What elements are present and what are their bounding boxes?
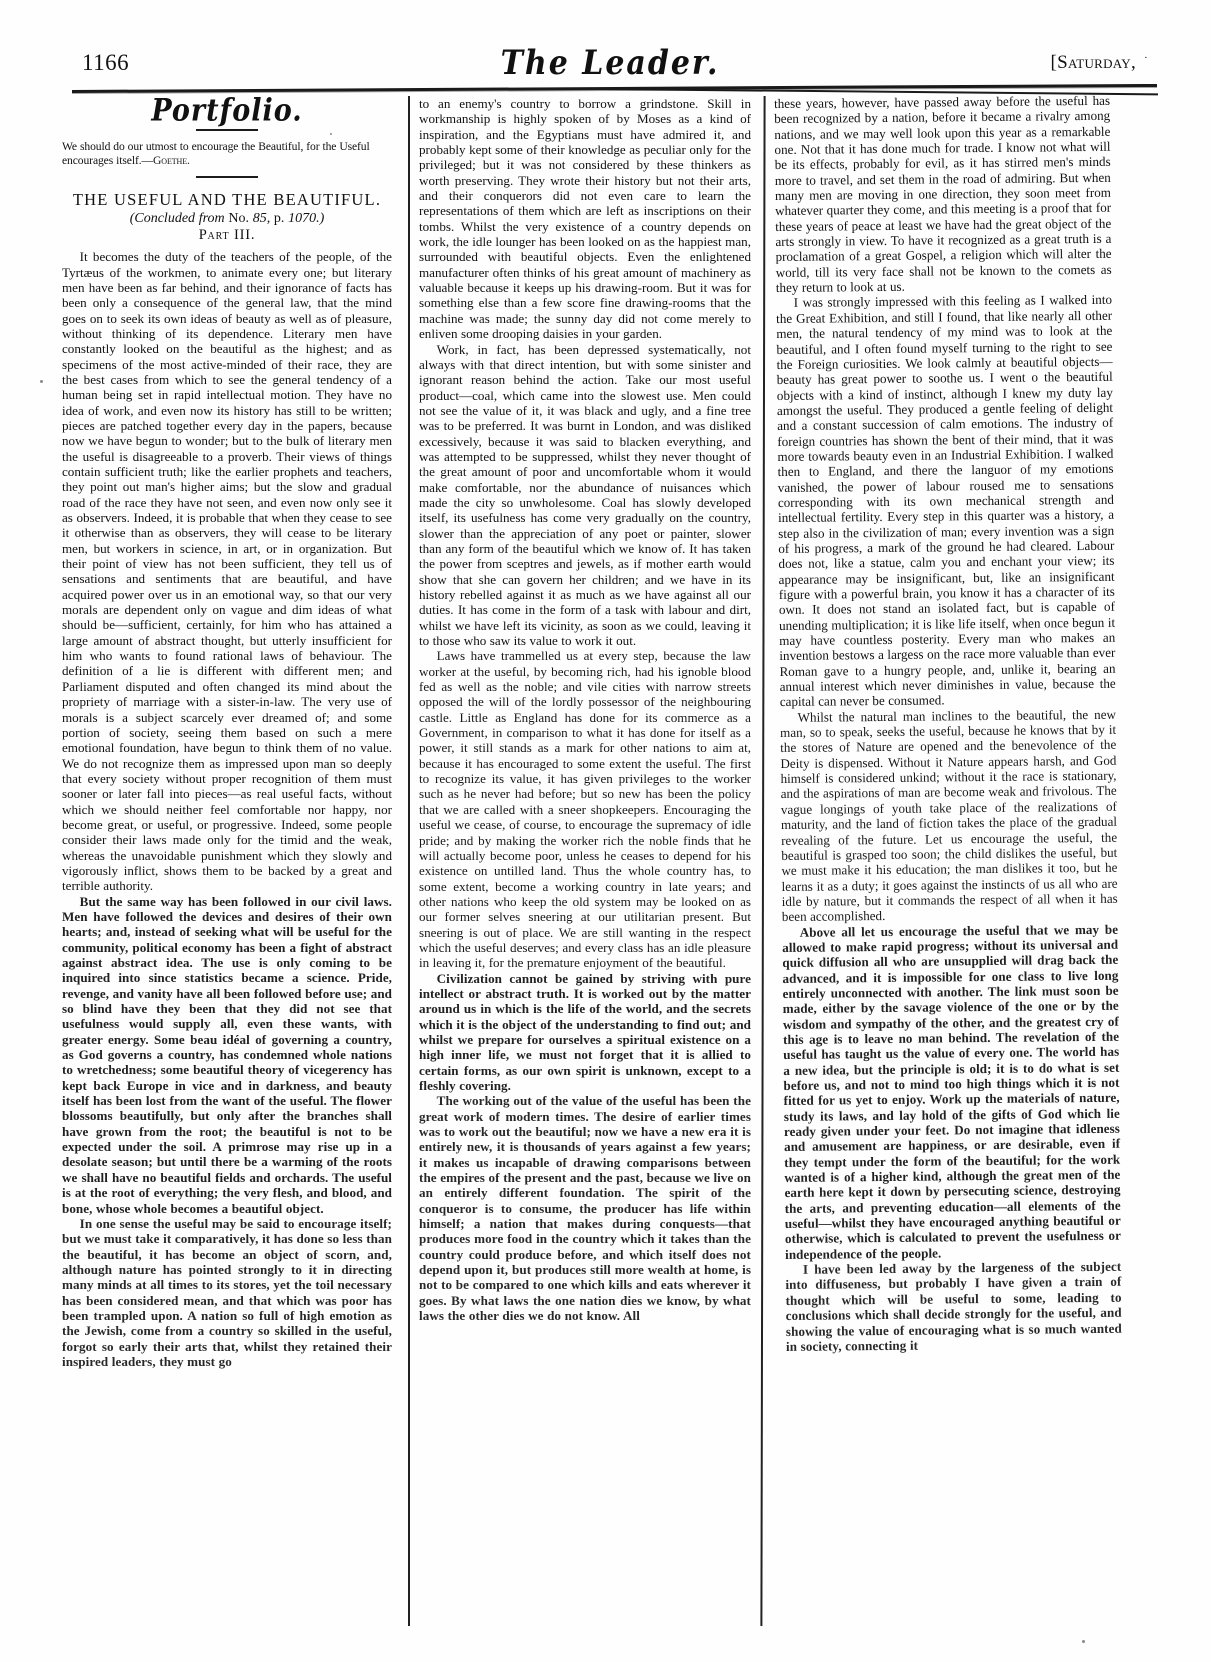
paper-title: The Leader. [500, 44, 720, 84]
paragraph: The working out of the value of the useful has been the great work of modern times. The desire of earlier times was to work out the beautiful; now we have a new era it is entirely new, it is thousands of years against a few years; it makes us incapable of drawing comparisons between the empires of the present and the past, because we live on an entirely different foundation. The spirit of the conqueror is to consume, the producer has life within himself; a nation that makes during conquests—that produces more food in the country which it takes than the country could produce before, and which itself does not depend upon it, but produces still more wealth at home, is not to be compared to one which kills and eats wherever it goes. By what laws the one nation dies we know, by what laws the other dies we do not know. All [419, 1093, 751, 1324]
paragraph: But the same way has been followed in our civil laws. Men have followed the devices and desires of their own hearts; and, instead of seeking what will be useful for the community, political economy has been a fight of abstract against abstract idea. The use is only coming to be inquired into since statistics became a science. Pride, revenge, and vanity have all been followed before use; and so blind have they been that they did not see that usefulness would supply all, even these wants, with greater energy. Some beau idéal of governing a country, as God governs a country, has condemned whole nations to wretchedness; some beautiful theory of vicegerency has kept back Europe in vice and in darkness, and beauty itself has been lost from the want of the useful. The flower blossoms beautifully, but only after the branches shall have grown from the root; the beautiful is not to be expected under the soil. A primrose may rise up in a desolate season; but until there be a warming of the roots we shall have no beautiful fields and orchards. The useful is at the root of everything; the very flesh, and blood, and bone, whose whole becomes a beautiful object. [62, 893, 392, 1216]
page-number: 1166 [82, 50, 130, 75]
paragraph: these years, however, have passed away before the useful has been recognized by a nation, before it became a rivalry among nations, and we may well look upon this year as a remarkable one. Not that it has done much for trade. I know not what will be its effects, probably for evil, as it has stirred men's minds more to travel, and set them in the road of admiring. But when many men are moving in one direction, they soon meet from whatever quarter they come, and this meeting is a proof that for these years of peace at least we have had the great object of the arts strongly in view. To have it recognized as a great truth is a proclamation of a great Gospel, a religion which will alter the world, till its very face shall not be known to the comets as they return to look at us. [774, 92, 1112, 296]
scan-speck [330, 133, 332, 135]
masthead [60, 44, 1160, 88]
text-column-2 [419, 96, 751, 1324]
paragraph: It becomes the duty of the teachers of the people, of the Tyrtæus of the workmen, to animate every one; but literary men have been as far behind, and their ignorance of facts has been only a consequence of the general law, that the mind goes on to seek its own ideas of beauty as well as of pleasure, without thinking of its dependence. Literary men have constantly looked on the beautiful as the highest; and as specimens of the most active-minded of their race, they are the best cases from which to see the general tendency of a human being set in rapid intellectual motion. They have no idea of work, and even now its history has still to be written; pieces are patched together every day in the papers, because now we have begun to wonder; but to the bulk of literary men the useful is disagreeable to a proverb. Their views of things contain sufficient truth; like the earlier prophets and teachers, they point out man's higher aims; but the slow and gradual road of the race they have not seen, and even now only see it as observers. Indeed, it is probable that when they cease to see it otherwise than as observers, they will cease to be literary men, but workers in science, in art, or in organization. But their point of view has not been sufficient, they tell us of sensations and sentiments that are beautiful, and have acquired power over us in an emotional way, so that our very morals are dependent only on vague and dim ideas of what should be—sufficient, certainly, for him who has attained a large amount of abstract thought, but utterly insufficient for him who wants to found rational laws of behaviour. The definition of a lie is different with different men; and Parliament disputed and often changed its mind about the propriety of marriage with a sister-in-law. The very use of morals is a subject scarcely ever dreamed of; and some portion of society, seeing them based on such a mere emotional foundation, have begun to think them of no value. We do not recognize them as impressed upon man so deeply that every society without proper recognition of them must sooner or later fall into pieces—as real useful facts, without which we should neither feel comfortable nor happy, nor become great, or useful, or progressive. Indeed, some people consider their laws made only for the timid and the weak, whereas the unavoidable punishment which they slowly and vigorously inflict, shows them to be backed by a great and terrible authority. [62, 249, 392, 894]
paragraph: Civilization cannot be gained by striving with pure intellect or abstract truth. It is worked out by the matter around us in which is the life of the world, and the secrets which it is the object of the understanding to find out; and whilst we prepare for ourselves a spiritual existence on a high inner life, we must not forget that it is allied to certain forms, as our own spirit is unknown, except to a fleshly covering. [419, 970, 751, 1093]
continuation-note-e: 1070.) [284, 210, 325, 226]
portfolio-header-block [62, 92, 392, 243]
paragraph: I was strongly impressed with this feeling as I walked into the Great Exhibition, and still I found, that like nearly all other men, the natural tendency of my mind was to look at the beautiful, and I often found myself turning to the right to see the Foreign curiosities. We look calmly at beautiful objects—beauty has great power to soothe us. I went o the beautiful objects with a kind of instinct, although I knew my duty lay amongst the useful. They produced a gentle feeling of delight and a constant succession of calm emotions. The industry of foreign countries has shown the bent of their mind, that it was more towards beauty even in an Industrial Exhibition. I walked then to England, and there the languor of my emotions vanished, the power of labour roused me to sensations corresponding with its own mechanical strength and intellectual fertility. Every step in this quarter was a history, a step also in the civilization of man; every invention was a sign of his progress, a mark of the ground he had cleared. Labour does not, like a statue, calm you and enchant your view; its appearance may be insignificant, but, like an insignificant figure with a powerful brain, you know it has a character of its own. It does not stand an isolated fact, but is capable of unending multiplication; it is like life itself, when once begun it may have countless posterity. Every man who makes an invention bestows a largess on the race more valuable than ever Roman gave to a hungry people, and, unlike it, bearing an annual interest which never diminishes in value, because the capital can never be consumed. [776, 292, 1116, 710]
divider-above-epigraph [196, 129, 258, 131]
continuation-note-c: 85, [249, 210, 274, 226]
part-label: Part III. [198, 226, 256, 243]
issue-day-tail: · [1144, 52, 1148, 64]
text-column-3 [774, 93, 1122, 1354]
continuation-note-b: No. [228, 210, 249, 226]
issue-day-label [1050, 52, 1148, 74]
paragraph: Laws have trammelled us at every step, because the law worker at the useful, by becoming rich, had his ignoble blood fed as well as the noble; and vile cities with narrow streets opposed the will of the lordly possessor of the neighbouring castle. Little as England has done for its commerce as a Government, in comparison to what it has done for itself as a power, it still stands as a mark for other nations to aim at, because it has encouraged to some extent the useful. The first to recognize its value, it has given privileges to the worker such as he never had before; but so new has been the policy that we are called with a sneer shopkeepers. Encouraging the useful we cease, of course, to encourage the supremacy of idle pride; and by making the worker rich the noble finds that he will actually become poor, unless he ceases to depend for his existence on untilled land. Thus the whole country has, to some extent, become a working country in late years; and other nations who keep the old system may be looked on as our former selves sneering at our utilitarian present. But sneering is out of place. We are still wanting in the respect which the useful deserves; and every class has an idle pleasure in leaving it, for the premature enjoyment of the beautiful. [419, 648, 751, 971]
continuation-note [62, 211, 392, 226]
continuation-note-d: p. [273, 210, 285, 226]
issue-day-text: [Saturday, [1050, 52, 1137, 73]
paragraph: Above all let us encourage the useful that we may be allowed to make rapid progress; without its universal and quick diffusion all who are unsupplied will drag back the advanced, and it is impossible for one class to live long entirely unconnected with another. The link must soon be made, either by the savage violence of the one or by the wisdom and sympathy of the other, and the greatest cry of this age is to leave no man behind. The revelation of the useful has taught us the value of every one. The world has a new idea, but the principle is old; it is to do what is set before us, and not to mind too high things which it is not fitted for us yet to enjoy. Work up the materials of nature, study its laws, and lay hold of the gifts of God which lie ready given under your feet. Do not imagine that idleness and amusement are happiness, or are desirable, even if they tempt under the form of the beautiful; for the work wanted is of a higher kind, although the great men of the earth here kept it down by persecuting science, destroying the arts, and preventing education—all elements of the useful—whilst they have encouraged anything beautiful or otherwise, which is calculated to prevent the usefulness or independence of the people. [782, 921, 1122, 1262]
epigraph-attribution: Goethe. [153, 153, 190, 167]
scan-speck [40, 380, 43, 383]
paragraph: In one sense the useful may be said to encourage itself; but we must take it comparatively, it has done so less than the beautiful, it has become an object of scorn, and, although nature has pointed strongly to it in directing many minds at all times to its stores, yet the toil necessary has been considered mean, and that which was poor has been trampled upon. A nation so full of high emotion as the Jewish, come from a country so skilled in the useful, forgot so early their arts that, whilst they retained their inspired leaders, they must go [62, 1215, 392, 1369]
paragraph: to an enemy's country to borrow a grindstone. Skill in workmanship is highly spoken of by Moses as a kind of inspiration, and the Egyptians must have admired it, and probably kept some of their knowledge as peculiar only for the privileged; but it was not considered by these thinkers as worth preserving. They wrote their history but not their arts, and their conquerors did not even care to learn the representations of them which are left as inscriptions on their tombs. Whilst the very existence of a country depends on work, the idle lounger has been looked on as the happiest man, surrounded with beautiful objects. Even the enlightened manufacturer often thinks of his great amount of machinery as valuable because it keeps up his drawing-room. But it was for something else than a few score fine drawing-rooms that the machine was made; the sunny day did not come merely to enliven some drooping daisies in your garden. [419, 96, 751, 342]
epigraph [62, 140, 392, 167]
text-column-1 [62, 92, 392, 1369]
paragraph: I have been led away by the largeness of the subject into diffuseness, but probably I have given a train of thought which will be useful to some, leading to conclusions which shall decide strongly for the useful, and showing the value of encouraging what is so much wanted in society, connecting it [785, 1258, 1122, 1354]
divider-below-epigraph [196, 176, 258, 178]
section-title: Portfolio. [151, 92, 303, 129]
paragraph: Whilst the natural man inclines to the beautiful, the new man, so to speak, seeks the useful, because he knows that by it the stores of Nature are opened and the benevolence of the Deity is dispensed. Without it Nature appears harsh, and God himself is considered unkind; without it the race is stationary, and the aspirations of man are become weak and frivolous. The vague longings of youth take place of the realizations of maturity, and the land of fiction takes the place of the gradual revealing of the future. Let us encourage the useful, the beautiful is grasped too soon; the child dislikes the useful, but we must make it his education; the man dislikes it too, but he learns it as a duty; it goes against the instincts of us all who are idle by nature, but it commands the respect of all when it has been accomplished. [780, 706, 1118, 925]
scan-speck [1082, 1640, 1085, 1643]
continuation-note-a: (Concluded from [129, 210, 229, 226]
column-divider-2 [760, 96, 765, 1626]
epigraph-text: We should do our utmost to encourage the Beautiful, for the Useful encourages itself.— [62, 140, 370, 167]
article-title: THE USEFUL AND THE BEAUTIFUL. [72, 190, 382, 210]
column-divider-1 [408, 96, 410, 1626]
paragraph: Work, in fact, has been depressed systematically, not always with that direct intention, but with some sinister and ignorant reason behind the action. Take our most useful product—coal, which came into the slowest use. Men could not see the value of it, it was black and ugly, and a fine tree was to be preferred. It was burnt in London, and was disliked excessively, because it was said to blacken everything, and was attempted to be suppressed, whilst they never thought of the great amount of poor and uncomfortable whom it would make comfortable, nor the abundance of nuisances which made the city so unwholesome. Coal has slowly developed itself, its usefulness has come very gradually on the country, slower than the appreciation of any poet or painter, slower than any form of the beautiful which we know of. It has taken the power from sceptres and jewels, as if mother earth would show that she can govern her children; and we have in its history rebelled against it as much as we have against all our duties. It has come in the form of a task with labour and dirt, whilst we have left its vicinity, as soon as we could, leaving it to those who saw its value to work it out. [419, 341, 751, 649]
